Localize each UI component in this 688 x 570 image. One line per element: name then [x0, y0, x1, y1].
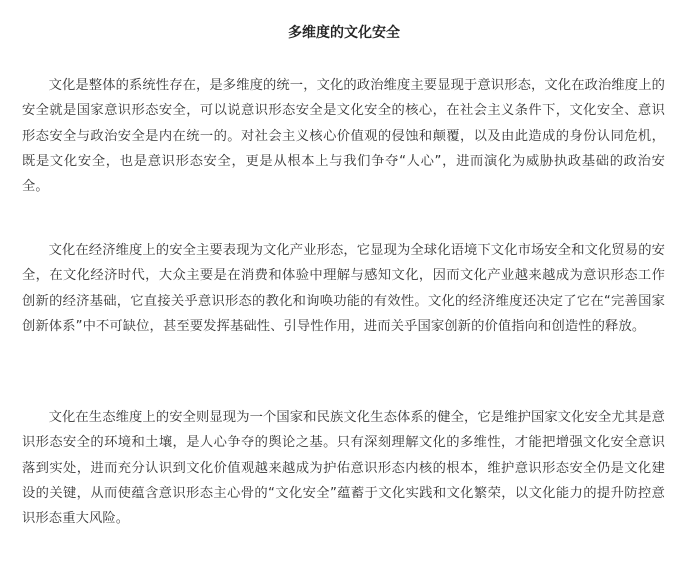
paragraph-political-dimension: 文化是整体的系统性存在，是多维度的统一，文化的政治维度主要显现于意识形态，文化在政治维度上的安全就是国家意识形态安全，可以说意识形态安全是文化安全的核心，在社会主义条件下，文化安全、意识形态安全与政治安全是内在统一的。对社会主义核心价值观的侵蚀和颠覆，以及由此造成的身份认同危机，既是文化安全，也是意识形态安全，更是从根本上与我们争夺“人心”，进而演化为威胁执政基础的政治安全。 — [22, 78, 665, 195]
paragraph-ecological-dimension: 文化在生态维度上的安全则显现为一个国家和民族文化生态体系的健全，它是维护国家文化安全尤其是意识形态安全的环境和土壤，是人心争夺的舆论之基。只有深刻理解文化的多维性，才能把增强文化安全意识落到实处，进而充分认识到文化价值观越来越成为护佑意识形态内核的根本，维护意识形态安全仍是文化建设的关键，从而使蕴含意识形态主心骨的“文化安全”蕴蓄于文化实践和文化繁荣，以文化能力的提升防控意识形态重大风险。 — [22, 410, 665, 527]
article-title: 多维度的文化安全 — [288, 25, 400, 41]
paragraph-economic-dimension: 文化在经济维度上的安全主要表现为文化产业形态，它显现为全球化语境下文化市场安全和文化贸易的安全，在文化经济时代，大众主要是在消费和体验中理解与感知文化，因而文化产业越来越成为意识形态工作创新的经济基础，它直接关乎意识形态的教化和询唤功能的有效性。文化的经济维度还决定了它在“完善国家创新体系”中不可缺位，甚至要发挥基础性、引导性作用，进而关乎国家创新的价值指向和创造性的释放。 — [22, 243, 665, 334]
